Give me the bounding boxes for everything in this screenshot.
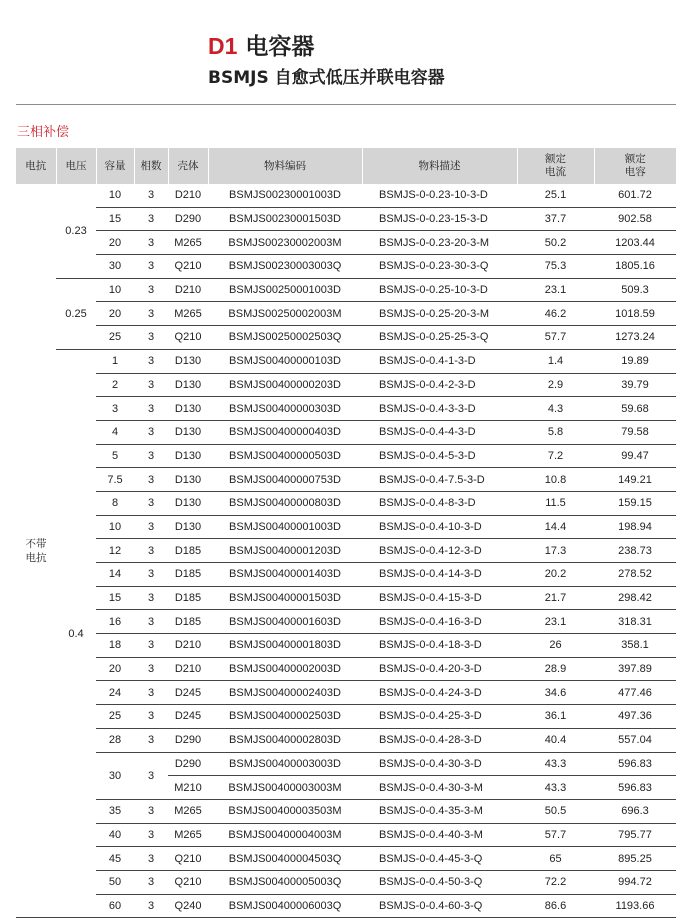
rated-current-cell: 72.2 — [517, 870, 594, 894]
rated-current-cell: 7.2 — [517, 444, 594, 468]
material-desc-cell: BSMJS-0-0.4-45-3-Q — [362, 847, 517, 871]
table-row — [16, 539, 676, 563]
material-code-cell: BSMJS00400001203D — [208, 539, 362, 563]
shell-cell: D290 — [168, 752, 208, 776]
rated-current-cell: 23.1 — [517, 278, 594, 302]
material-code-cell: BSMJS00400003003D — [208, 752, 362, 776]
rated-current-cell: 11.5 — [517, 491, 594, 515]
shell-cell: D245 — [168, 681, 208, 705]
table-row — [16, 823, 676, 847]
table-row — [16, 326, 676, 350]
shell-cell: Q210 — [168, 255, 208, 279]
shell-cell: M265 — [168, 799, 208, 823]
col-header-reactance: 电抗 — [16, 148, 56, 184]
material-desc-cell: BSMJS-0-0.25-25-3-Q — [362, 326, 517, 350]
capacity-cell: 8 — [96, 491, 134, 515]
shell-cell: M210 — [168, 776, 208, 800]
table-row — [16, 444, 676, 468]
rated-current-cell: 43.3 — [517, 752, 594, 776]
shell-cell: D130 — [168, 468, 208, 492]
material-code-cell: BSMJS00400001503D — [208, 586, 362, 610]
rated-capacitance-cell: 298.42 — [594, 586, 676, 610]
rated-capacitance-cell: 895.25 — [594, 847, 676, 871]
phases-cell: 3 — [134, 657, 168, 681]
table-row — [16, 420, 676, 444]
rated-current-cell: 26 — [517, 634, 594, 658]
material-desc-cell: BSMJS-0-0.23-20-3-M — [362, 231, 517, 255]
table-row — [16, 634, 676, 658]
capacity-cell: 25 — [96, 326, 134, 350]
phases-cell: 3 — [134, 634, 168, 658]
material-desc-cell: BSMJS-0-0.4-18-3-D — [362, 634, 517, 658]
phases-cell: 3 — [134, 539, 168, 563]
phases-cell: 3 — [134, 207, 168, 231]
material-desc-cell: BSMJS-0-0.4-8-3-D — [362, 491, 517, 515]
table-row — [16, 705, 676, 729]
rated-current-cell: 14.4 — [517, 515, 594, 539]
rated-current-cell: 20.2 — [517, 563, 594, 587]
table-row — [16, 657, 676, 681]
rated-capacitance-cell: 557.04 — [594, 728, 676, 752]
rated-capacitance-cell: 238.73 — [594, 539, 676, 563]
capacity-cell: 5 — [96, 444, 134, 468]
table-row — [16, 255, 676, 279]
material-desc-cell: BSMJS-0-0.4-5-3-D — [362, 444, 517, 468]
rated-current-cell: 86.6 — [517, 894, 594, 918]
capacity-cell: 7.5 — [96, 468, 134, 492]
shell-cell: D185 — [168, 610, 208, 634]
material-code-cell: BSMJS00400002503D — [208, 705, 362, 729]
shell-cell: D130 — [168, 373, 208, 397]
material-code-cell: BSMJS00400000203D — [208, 373, 362, 397]
shell-cell: D130 — [168, 397, 208, 421]
capacity-cell: 45 — [96, 847, 134, 871]
capacity-cell: 15 — [96, 586, 134, 610]
material-code-cell: BSMJS00250002003M — [208, 302, 362, 326]
title-text: 电容器 — [245, 34, 315, 60]
material-desc-cell: BSMJS-0-0.4-14-3-D — [362, 563, 517, 587]
material-code-cell: BSMJS00400002803D — [208, 728, 362, 752]
capacity-cell: 40 — [96, 823, 134, 847]
rated-current-cell: 46.2 — [517, 302, 594, 326]
phases-cell: 3 — [134, 870, 168, 894]
shell-cell: D210 — [168, 278, 208, 302]
material-code-cell: BSMJS00400000103D — [208, 349, 362, 373]
material-code-cell: BSMJS00400004003M — [208, 823, 362, 847]
shell-cell: D185 — [168, 539, 208, 563]
material-code-cell: BSMJS00400005003Q — [208, 870, 362, 894]
material-code-cell: BSMJS00230001003D — [208, 184, 362, 207]
shell-cell: Q210 — [168, 847, 208, 871]
rated-current-cell: 1.4 — [517, 349, 594, 373]
col-header-material-code: 物料编码 — [208, 148, 362, 184]
capacity-cell: 35 — [96, 799, 134, 823]
phases-cell: 3 — [134, 255, 168, 279]
table-row — [16, 207, 676, 231]
rated-capacitance-cell: 696.3 — [594, 799, 676, 823]
rated-capacitance-cell: 1273.24 — [594, 326, 676, 350]
rated-capacitance-cell: 149.21 — [594, 468, 676, 492]
rated-capacitance-cell: 1193.66 — [594, 894, 676, 918]
phases-cell: 3 — [134, 705, 168, 729]
phases-cell: 3 — [134, 894, 168, 918]
col-header-voltage: 电压 — [56, 148, 96, 184]
material-code-cell: BSMJS00250002503Q — [208, 326, 362, 350]
col-header-material-desc: 物料描述 — [362, 148, 517, 184]
capacity-cell: 15 — [96, 207, 134, 231]
rated-capacitance-cell: 596.83 — [594, 776, 676, 800]
rated-capacitance-cell: 79.58 — [594, 420, 676, 444]
phases-cell: 3 — [134, 420, 168, 444]
material-desc-cell: BSMJS-0-0.4-15-3-D — [362, 586, 517, 610]
table-header-row — [16, 148, 676, 184]
material-code-cell: BSMJS00400000403D — [208, 420, 362, 444]
material-code-cell: BSMJS00400000503D — [208, 444, 362, 468]
rated-capacitance-cell: 159.15 — [594, 491, 676, 515]
material-desc-cell: BSMJS-0-0.4-4-3-D — [362, 420, 517, 444]
phases-cell: 3 — [134, 728, 168, 752]
shell-cell: D210 — [168, 657, 208, 681]
table-row — [16, 468, 676, 492]
rated-capacitance-cell: 509.3 — [594, 278, 676, 302]
capacity-cell: 28 — [96, 728, 134, 752]
phases-cell: 3 — [134, 847, 168, 871]
rated-capacitance-cell: 59.68 — [594, 397, 676, 421]
capacitor-spec-table — [16, 148, 676, 918]
material-code-cell: BSMJS00400003503M — [208, 799, 362, 823]
rated-capacitance-cell: 477.46 — [594, 681, 676, 705]
table-row — [16, 397, 676, 421]
rated-capacitance-cell: 994.72 — [594, 870, 676, 894]
table-row — [16, 302, 676, 326]
material-code-cell: BSMJS00400001803D — [208, 634, 362, 658]
material-desc-cell: BSMJS-0-0.4-40-3-M — [362, 823, 517, 847]
table-row — [16, 231, 676, 255]
phases-cell: 3 — [134, 823, 168, 847]
capacity-cell: 30 — [96, 752, 134, 799]
phases-cell: 3 — [134, 278, 168, 302]
phases-cell: 3 — [134, 397, 168, 421]
rated-capacitance-cell: 39.79 — [594, 373, 676, 397]
phases-cell: 3 — [134, 444, 168, 468]
capacity-cell: 25 — [96, 705, 134, 729]
phases-cell: 3 — [134, 349, 168, 373]
material-desc-cell: BSMJS-0-0.25-20-3-M — [362, 302, 517, 326]
rated-capacitance-cell: 1805.16 — [594, 255, 676, 279]
material-desc-cell: BSMJS-0-0.23-10-3-D — [362, 184, 517, 207]
reactance-cell: 不带 电抗 — [16, 184, 56, 918]
rated-capacitance-cell: 99.47 — [594, 444, 676, 468]
table-row — [16, 373, 676, 397]
material-desc-cell: BSMJS-0-0.4-60-3-Q — [362, 894, 517, 918]
material-desc-cell: BSMJS-0-0.4-16-3-D — [362, 610, 517, 634]
material-code-cell: BSMJS00250001003D — [208, 278, 362, 302]
rated-capacitance-cell: 397.89 — [594, 657, 676, 681]
rated-current-cell: 21.7 — [517, 586, 594, 610]
page-subtitle: BSMJS 自愈式低压并联电容器 — [208, 68, 445, 88]
capacity-cell: 1 — [96, 349, 134, 373]
rated-current-cell: 75.3 — [517, 255, 594, 279]
phases-cell: 3 — [134, 752, 168, 799]
shell-cell: D130 — [168, 515, 208, 539]
table-row — [16, 752, 676, 776]
capacity-cell: 10 — [96, 515, 134, 539]
rated-capacitance-cell: 596.83 — [594, 752, 676, 776]
capacity-cell: 20 — [96, 231, 134, 255]
rated-current-cell: 37.7 — [517, 207, 594, 231]
rated-capacitance-cell: 318.31 — [594, 610, 676, 634]
rated-capacitance-cell: 1018.59 — [594, 302, 676, 326]
table-row — [16, 491, 676, 515]
capacity-cell: 10 — [96, 184, 134, 207]
col-header-shell: 壳体 — [168, 148, 208, 184]
material-desc-cell: BSMJS-0-0.23-30-3-Q — [362, 255, 517, 279]
rated-current-cell: 2.9 — [517, 373, 594, 397]
material-desc-cell: BSMJS-0-0.4-3-3-D — [362, 397, 517, 421]
rated-capacitance-cell: 601.72 — [594, 184, 676, 207]
material-code-cell: BSMJS00230003003Q — [208, 255, 362, 279]
phases-cell: 3 — [134, 563, 168, 587]
table-row — [16, 586, 676, 610]
col-header-phases: 相数 — [134, 148, 168, 184]
rated-current-cell: 25.1 — [517, 184, 594, 207]
material-code-cell: BSMJS00400006003Q — [208, 894, 362, 918]
rated-current-cell: 65 — [517, 847, 594, 871]
rated-capacitance-cell: 902.58 — [594, 207, 676, 231]
phases-cell: 3 — [134, 799, 168, 823]
rated-current-cell: 50.2 — [517, 231, 594, 255]
material-code-cell: BSMJS00400002403D — [208, 681, 362, 705]
capacity-cell: 14 — [96, 563, 134, 587]
shell-cell: D210 — [168, 184, 208, 207]
rated-current-cell: 10.8 — [517, 468, 594, 492]
shell-cell: D290 — [168, 207, 208, 231]
capacity-cell: 20 — [96, 657, 134, 681]
table-row — [16, 184, 676, 207]
col-header-rated-capacitance: 额定 电容 — [594, 148, 676, 184]
voltage-cell: 0.25 — [56, 278, 96, 349]
material-code-cell: BSMJS00400001403D — [208, 563, 362, 587]
material-desc-cell: BSMJS-0-0.4-28-3-D — [362, 728, 517, 752]
capacity-cell: 2 — [96, 373, 134, 397]
capacity-cell: 4 — [96, 420, 134, 444]
material-desc-cell: BSMJS-0-0.4-20-3-D — [362, 657, 517, 681]
header-divider — [16, 104, 676, 105]
material-desc-cell: BSMJS-0-0.4-35-3-M — [362, 799, 517, 823]
shell-cell: D245 — [168, 705, 208, 729]
material-desc-cell: BSMJS-0-0.4-30-3-M — [362, 776, 517, 800]
material-code-cell: BSMJS00230002003M — [208, 231, 362, 255]
rated-current-cell: 34.6 — [517, 681, 594, 705]
capacity-cell: 18 — [96, 634, 134, 658]
material-code-cell: BSMJS00400003003M — [208, 776, 362, 800]
phases-cell: 3 — [134, 491, 168, 515]
rated-current-cell: 28.9 — [517, 657, 594, 681]
phases-cell: 3 — [134, 231, 168, 255]
material-code-cell: BSMJS00400000753D — [208, 468, 362, 492]
shell-cell: D290 — [168, 728, 208, 752]
rated-capacitance-cell: 1203.44 — [594, 231, 676, 255]
material-desc-cell: BSMJS-0-0.4-12-3-D — [362, 539, 517, 563]
material-desc-cell: BSMJS-0-0.4-25-3-D — [362, 705, 517, 729]
phases-cell: 3 — [134, 468, 168, 492]
rated-current-cell: 50.5 — [517, 799, 594, 823]
table-row — [16, 799, 676, 823]
phases-cell: 3 — [134, 184, 168, 207]
table-body — [16, 184, 676, 918]
material-code-cell: BSMJS00400001603D — [208, 610, 362, 634]
rated-current-cell: 36.1 — [517, 705, 594, 729]
rated-current-cell: 57.7 — [517, 823, 594, 847]
material-code-cell: BSMJS00400001003D — [208, 515, 362, 539]
capacity-cell: 3 — [96, 397, 134, 421]
table-row — [16, 870, 676, 894]
table-row — [16, 349, 676, 373]
material-desc-cell: BSMJS-0-0.4-2-3-D — [362, 373, 517, 397]
shell-cell: M265 — [168, 231, 208, 255]
material-desc-cell: BSMJS-0-0.4-24-3-D — [362, 681, 517, 705]
material-code-cell: BSMJS00400004503Q — [208, 847, 362, 871]
rated-current-cell: 40.4 — [517, 728, 594, 752]
shell-cell: D185 — [168, 563, 208, 587]
rated-capacitance-cell: 278.52 — [594, 563, 676, 587]
material-desc-cell: BSMJS-0-0.4-30-3-D — [362, 752, 517, 776]
phases-cell: 3 — [134, 515, 168, 539]
rated-capacitance-cell: 497.36 — [594, 705, 676, 729]
shell-cell: Q210 — [168, 870, 208, 894]
shell-cell: D185 — [168, 586, 208, 610]
material-code-cell: BSMJS00400000303D — [208, 397, 362, 421]
capacity-cell: 30 — [96, 255, 134, 279]
material-code-cell: BSMJS00400000803D — [208, 491, 362, 515]
col-header-rated-current: 额定 电流 — [517, 148, 594, 184]
rated-capacitance-cell: 19.89 — [594, 349, 676, 373]
voltage-cell: 0.4 — [56, 349, 96, 918]
page-title — [208, 28, 314, 61]
rated-current-cell: 43.3 — [517, 776, 594, 800]
table-row — [16, 515, 676, 539]
material-desc-cell: BSMJS-0-0.4-10-3-D — [362, 515, 517, 539]
phases-cell: 3 — [134, 373, 168, 397]
rated-capacitance-cell: 198.94 — [594, 515, 676, 539]
shell-cell: Q210 — [168, 326, 208, 350]
title-code: D1 — [208, 33, 238, 59]
rated-current-cell: 23.1 — [517, 610, 594, 634]
shell-cell: D130 — [168, 444, 208, 468]
capacity-cell: 24 — [96, 681, 134, 705]
capacity-cell: 12 — [96, 539, 134, 563]
material-desc-cell: BSMJS-0-0.4-1-3-D — [362, 349, 517, 373]
section-title: 三相补偿 — [17, 125, 70, 140]
table-row — [16, 894, 676, 918]
rated-capacitance-cell: 358.1 — [594, 634, 676, 658]
material-desc-cell: BSMJS-0-0.25-10-3-D — [362, 278, 517, 302]
phases-cell: 3 — [134, 586, 168, 610]
shell-cell: D210 — [168, 634, 208, 658]
table-row — [16, 278, 676, 302]
material-desc-cell: BSMJS-0-0.4-50-3-Q — [362, 870, 517, 894]
table-row — [16, 610, 676, 634]
capacity-cell: 50 — [96, 870, 134, 894]
rated-current-cell: 17.3 — [517, 539, 594, 563]
rated-capacitance-cell: 795.77 — [594, 823, 676, 847]
table-row — [16, 563, 676, 587]
phases-cell: 3 — [134, 302, 168, 326]
phases-cell: 3 — [134, 681, 168, 705]
capacity-cell: 16 — [96, 610, 134, 634]
shell-cell: M265 — [168, 823, 208, 847]
shell-cell: Q240 — [168, 894, 208, 918]
capacity-cell: 10 — [96, 278, 134, 302]
table-row — [16, 847, 676, 871]
rated-current-cell: 4.3 — [517, 397, 594, 421]
material-desc-cell: BSMJS-0-0.23-15-3-D — [362, 207, 517, 231]
col-header-capacity: 容量 — [96, 148, 134, 184]
material-code-cell: BSMJS00230001503D — [208, 207, 362, 231]
phases-cell: 3 — [134, 610, 168, 634]
shell-cell: D130 — [168, 491, 208, 515]
capacity-cell: 20 — [96, 302, 134, 326]
table-row — [16, 728, 676, 752]
phases-cell: 3 — [134, 326, 168, 350]
capacity-cell: 60 — [96, 894, 134, 918]
table-row — [16, 681, 676, 705]
shell-cell: M265 — [168, 302, 208, 326]
material-desc-cell: BSMJS-0-0.4-7.5-3-D — [362, 468, 517, 492]
rated-current-cell: 5.8 — [517, 420, 594, 444]
voltage-cell: 0.23 — [56, 184, 96, 278]
shell-cell: D130 — [168, 420, 208, 444]
material-code-cell: BSMJS00400002003D — [208, 657, 362, 681]
rated-current-cell: 57.7 — [517, 326, 594, 350]
shell-cell: D130 — [168, 349, 208, 373]
